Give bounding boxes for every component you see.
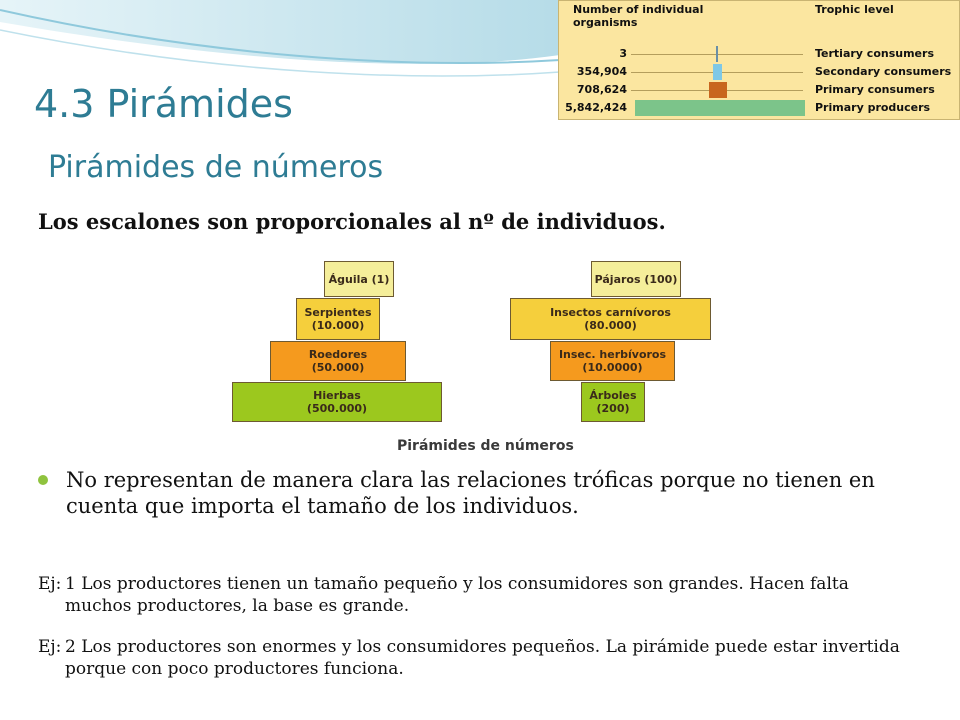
trophic-level-label: Tertiary consumers bbox=[815, 47, 934, 60]
pyramid-level-name: Pájaros (100) bbox=[594, 272, 678, 286]
pyramid-level-count: (200) bbox=[596, 402, 630, 415]
trophic-bar bbox=[709, 82, 727, 98]
pyramid-level-serpientes bbox=[296, 298, 380, 340]
bullet-text: No representan de manera clara las relaciones tróficas porque no tienen en cuenta que importa el tamaño de los individuos. bbox=[66, 468, 875, 518]
lead-statement: Los escalones son proporcionales al nº de individuos. bbox=[38, 209, 666, 234]
bullet-dot-icon bbox=[38, 475, 48, 485]
pyramid-level-roedores bbox=[270, 341, 406, 381]
pyramid-level-count: (50.000) bbox=[311, 361, 365, 374]
pyramid-level-aguila bbox=[324, 261, 394, 297]
trophic-row bbox=[559, 82, 959, 98]
pyramid-level-name: Hierbas bbox=[313, 389, 361, 402]
example-label: Ej: bbox=[38, 637, 62, 657]
example-text: 1 Los productores tienen un tamaño pequeño y los consumidores son grandes. Hacen falta muchos productores, la base es grande. bbox=[65, 574, 849, 616]
bullet-point bbox=[38, 467, 918, 519]
pyramid-level-name: Serpientes bbox=[304, 306, 372, 319]
pyramid-level-name: Árboles bbox=[589, 389, 637, 402]
pyramid-level-arboles bbox=[581, 382, 645, 422]
trophic-number: 354,904 bbox=[576, 65, 627, 78]
pyramid-level-insectos-carnivoros bbox=[510, 298, 711, 340]
trophic-level-label: Secondary consumers bbox=[815, 65, 952, 78]
trophic-number: 5,842,424 bbox=[565, 101, 627, 114]
pyramid-level-count: (500.000) bbox=[306, 402, 368, 415]
trophic-row bbox=[559, 64, 959, 80]
pyramid-level-name: Roedores bbox=[308, 348, 368, 361]
trophic-level-label: Primary consumers bbox=[815, 83, 935, 96]
pyramid-level-insec-herbivoros bbox=[550, 341, 675, 381]
pyramid-level-name: Insectos carnívoros bbox=[550, 306, 671, 319]
trophic-header-number: Number of individual organisms bbox=[573, 3, 704, 29]
trophic-level-table bbox=[558, 0, 960, 120]
pyramid-level-count: (10.0000) bbox=[582, 361, 643, 374]
trophic-row bbox=[559, 46, 959, 62]
pyramid-level-count: (10.000) bbox=[311, 319, 365, 332]
pyramid-level-count: (80.000) bbox=[584, 319, 637, 332]
slide-subtitle: Pirámides de números bbox=[48, 150, 384, 185]
example-text: 2 Los productores son enormes y los consumidores pequeños. La pirámide puede estar invertida porque con poco productores funciona. bbox=[65, 637, 900, 679]
trophic-bar bbox=[716, 46, 718, 62]
trophic-number: 708,624 bbox=[576, 83, 627, 96]
pyramid-level-pajaros bbox=[591, 261, 681, 297]
trophic-bar bbox=[635, 100, 805, 116]
slide-title: 4.3 Pirámides bbox=[34, 82, 293, 126]
example-label: Ej: bbox=[38, 574, 62, 594]
trophic-bar bbox=[713, 64, 722, 80]
trophic-row bbox=[559, 100, 959, 116]
trophic-level-label: Primary producers bbox=[815, 101, 931, 114]
pyramids-of-numbers-figure bbox=[207, 246, 719, 456]
pyramid-level-name: Águila (1) bbox=[328, 272, 390, 286]
example-1 bbox=[38, 573, 918, 617]
trophic-number: 3 bbox=[619, 47, 627, 60]
figure-caption: Pirámides de números bbox=[397, 438, 574, 454]
pyramid-level-name: Insec. herbívoros bbox=[558, 348, 667, 361]
pyramid-level-hierbas bbox=[232, 382, 442, 422]
example-2 bbox=[38, 636, 918, 680]
trophic-header-level: Trophic level bbox=[815, 3, 894, 16]
